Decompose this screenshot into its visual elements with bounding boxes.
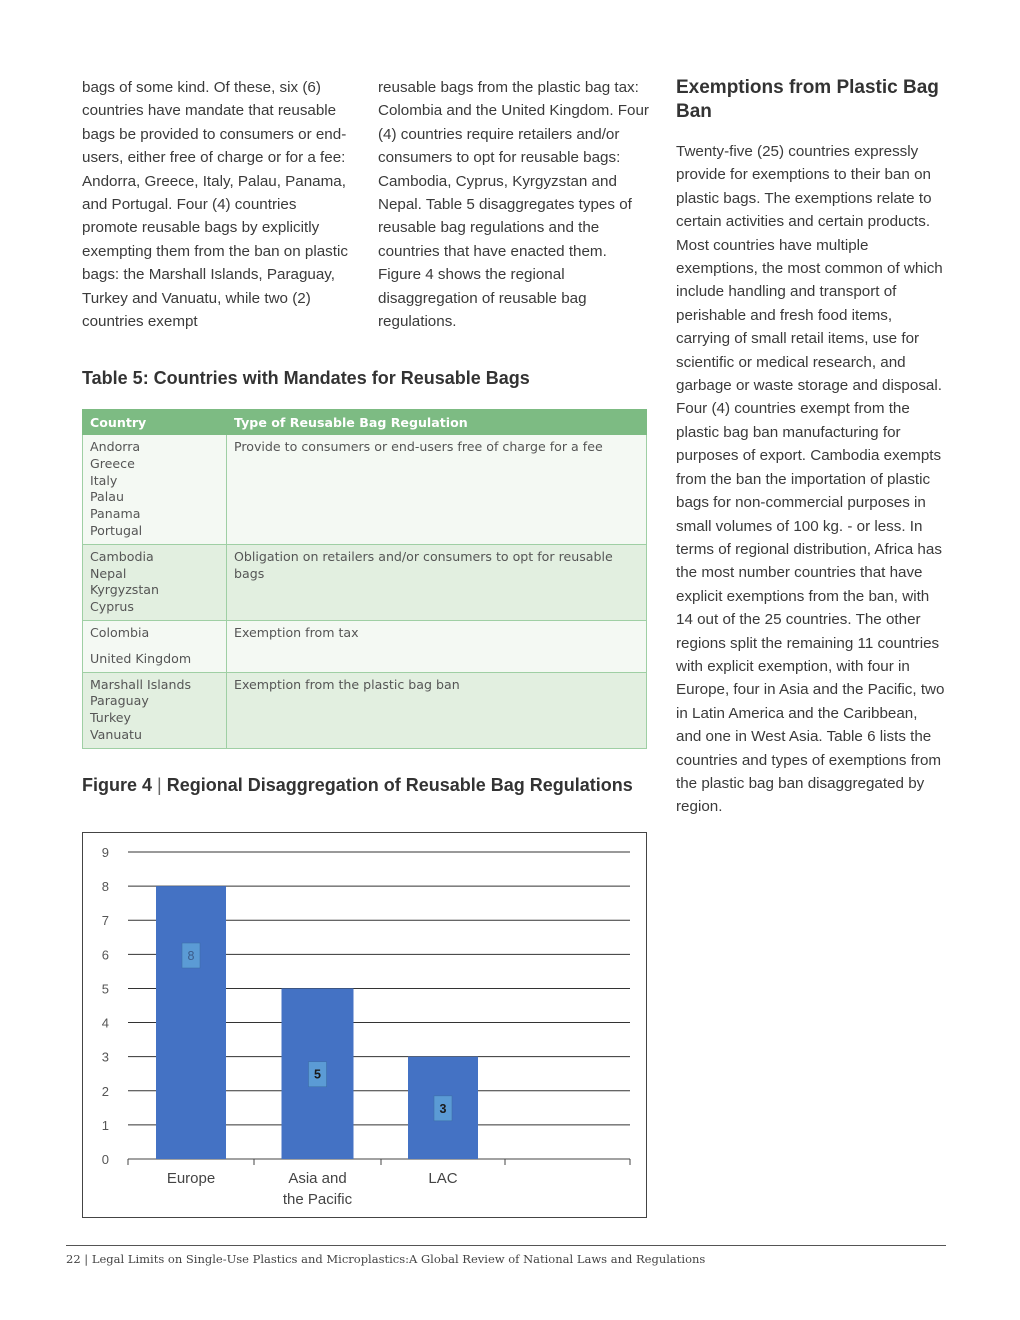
table-row bbox=[83, 672, 647, 748]
sidebar-paragraph: Twenty-five (25) countries expressly provide for exemptions to their ban on plastic bags. The exemptions relate to certain activities and certain products. Most countries have multiple exemptions, the most common of which include handling and transport of perishable and fresh food items, carrying of small retail items, use for scientific or medical research, and garbage or waste storage and disposal. Four (4) countries exempt from the plastic bag ban manufacturing for purposes of export. Cambodia exempts from the ban the importation of plastic bags for non-commercial purposes in small volumes of 100 kg. - or less. In terms of regional distribution, Africa has the most number countries that have explicit exemptions from the ban, with 14 out of the 25 countries. The other regions split the remaining 11 countries with explicit exemption, with four in Europe, four in Asia and the Pacific, two in Latin America and the Caribbean, and one in West Asia. Table 6 lists the countries and types of exemptions from the plastic bag ban disaggregated by region. bbox=[676, 143, 945, 816]
footer-title: Legal Limits on Single-Use Plastics and Microplastics:A Global Review of National Laws and Regulations bbox=[91, 1252, 706, 1266]
y-tick-label: 6 bbox=[101, 947, 109, 963]
sidebar-column bbox=[676, 76, 946, 819]
y-tick-label: 0 bbox=[101, 1152, 109, 1167]
footer-separator: | bbox=[84, 1252, 89, 1266]
table-header-row bbox=[83, 410, 647, 435]
country-name: Marshall Islands bbox=[90, 676, 192, 692]
data-label: 8 bbox=[187, 949, 195, 963]
data-label: 3 bbox=[439, 1101, 447, 1116]
chart-frame bbox=[82, 832, 647, 1218]
page-number: 22 bbox=[66, 1252, 81, 1266]
table-row bbox=[83, 620, 647, 672]
country-name: Paraguay bbox=[90, 693, 149, 709]
body-column-2 bbox=[378, 76, 650, 333]
regulation-cell: Provide to consumers or end-users free of charge for a fee bbox=[227, 435, 647, 545]
x-category-label: LAC bbox=[428, 1170, 458, 1187]
country-name: Panama bbox=[90, 506, 141, 522]
country-name: Vanuatu bbox=[90, 726, 142, 742]
country-name: Andorra bbox=[90, 439, 141, 454]
body-paragraph-1: bags of some kind. Of these, six (6) countries have mandate that reusable bags be provided to consumers or end-users, either free of charge or for a fee: Andorra, Greece, Italy, Palau, Panama, and Portugal. Four (4) countries promote reusable bags by explicitly exempting them from the ban on plastic bags: the Marshall Islands, Paraguay, Turkey and Vanuatu, while two (2) countries exempt bbox=[82, 79, 348, 331]
bar-chart bbox=[83, 833, 646, 1217]
header-regulation: Type of Reusable Bag Regulation bbox=[227, 410, 647, 435]
country-name: United Kingdom bbox=[90, 650, 192, 666]
reusable-bag-table bbox=[82, 409, 647, 749]
figure-separator: | bbox=[157, 775, 162, 795]
y-tick-label: 8 bbox=[101, 879, 109, 895]
x-category-label: Asia and bbox=[288, 1170, 347, 1187]
y-tick-label: 9 bbox=[101, 845, 109, 860]
bar bbox=[156, 886, 226, 1159]
y-tick-label: 1 bbox=[101, 1117, 109, 1133]
country-name: Turkey bbox=[90, 710, 131, 726]
regulation-cell: Obligation on retailers and/or consumers to opt for reusable bags bbox=[227, 544, 647, 620]
country-cell bbox=[83, 672, 227, 748]
figure-label: Figure 4 bbox=[82, 775, 153, 795]
y-tick-label: 3 bbox=[101, 1049, 109, 1065]
y-tick-label: 7 bbox=[101, 913, 109, 929]
y-tick-label: 5 bbox=[101, 981, 109, 997]
table-row bbox=[83, 435, 647, 545]
country-name: Colombia bbox=[90, 624, 150, 640]
country-name: Kyrgyzstan bbox=[90, 582, 160, 598]
table-row bbox=[83, 544, 647, 620]
y-tick-label: 4 bbox=[101, 1015, 109, 1031]
body-column-1 bbox=[82, 76, 354, 333]
data-label: 5 bbox=[314, 1067, 321, 1082]
table-title: Table 5: Countries with Mandates for Reusable Bags bbox=[82, 368, 530, 388]
country-cell bbox=[83, 620, 227, 672]
footer-divider bbox=[66, 1245, 946, 1246]
page-footer bbox=[66, 1252, 705, 1266]
y-tick-label: 2 bbox=[101, 1083, 109, 1099]
country-cell bbox=[83, 544, 227, 620]
country-name: Portugal bbox=[90, 522, 143, 538]
x-category-label: the Pacific bbox=[282, 1191, 353, 1208]
figure-title bbox=[82, 774, 642, 797]
country-name: Italy bbox=[90, 472, 118, 488]
country-name: Palau bbox=[90, 489, 124, 505]
country-name: Greece bbox=[90, 455, 135, 471]
x-category-label: Europe bbox=[166, 1170, 216, 1187]
regulation-cell: Exemption from tax bbox=[227, 620, 647, 672]
header-country: Country bbox=[83, 410, 227, 435]
country-cell bbox=[83, 435, 227, 545]
figure-title-text: Regional Disaggregation of Reusable Bag Regulations bbox=[166, 775, 633, 795]
country-name: Cambodia bbox=[90, 548, 154, 564]
body-paragraph-2: reusable bags from the plastic bag tax: Colombia and the United Kingdom. Four (4) countries require retailers and/or consumers to opt for reusable bags: Cambodia, Cyprus, Kyrgyzstan and Nepal. Table 5 disaggregates types of reusable bag regulations and the countries that have enacted them. Figure 4 shows the regional disaggregation of reusable bag regulations. bbox=[378, 79, 649, 331]
sidebar-heading: Exemptions from Plastic Bag Ban bbox=[676, 77, 939, 122]
regulation-cell: Exemption from the plastic bag ban bbox=[227, 672, 647, 748]
country-name: Cyprus bbox=[90, 599, 134, 615]
country-name: Nepal bbox=[90, 565, 127, 581]
